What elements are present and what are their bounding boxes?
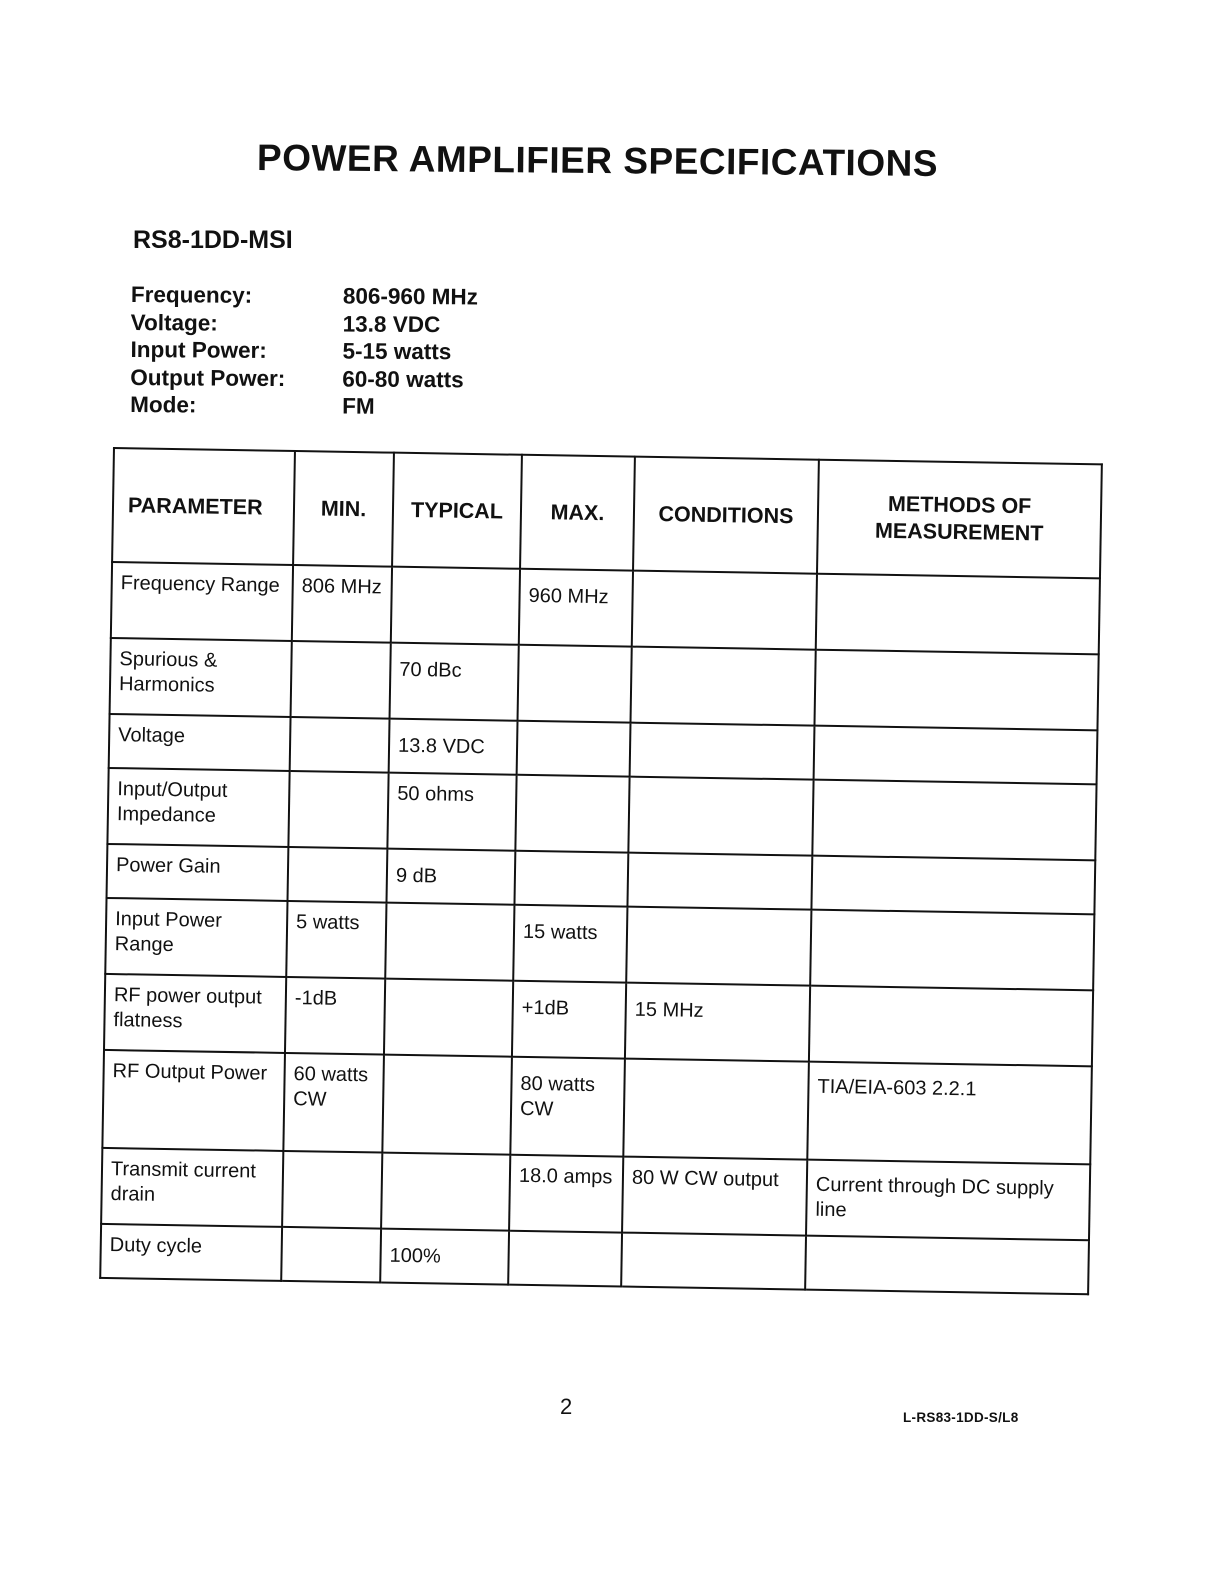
cell-conditions bbox=[628, 777, 813, 856]
cell-max: +1dB bbox=[512, 981, 626, 1059]
cell-min: 806 MHz bbox=[292, 565, 392, 643]
cell-max: 960 MHz bbox=[519, 569, 633, 647]
cell-parameter: RF Output Power bbox=[102, 1050, 285, 1151]
cell-conditions bbox=[632, 571, 817, 650]
cell-max: 80 watts CW bbox=[510, 1057, 625, 1157]
cell-methods: TIA/EIA-603 2.2.1 bbox=[807, 1062, 1092, 1165]
summary-label: Output Power: bbox=[130, 364, 286, 391]
summary-label: Frequency: bbox=[130, 281, 253, 308]
cell-conditions bbox=[623, 1059, 809, 1160]
header-typical: TYPICAL bbox=[392, 453, 522, 569]
cell-typical bbox=[382, 1055, 512, 1155]
cell-min bbox=[282, 1151, 382, 1229]
cell-typical: 13.8 VDC bbox=[389, 719, 518, 775]
cell-typical: 9 dB bbox=[386, 849, 515, 905]
summary-row-input-power bbox=[130, 336, 477, 366]
cell-max bbox=[514, 851, 628, 907]
header-conditions: CONDITIONS bbox=[633, 457, 819, 574]
summary-value: FM bbox=[342, 393, 375, 419]
cell-methods bbox=[810, 910, 1094, 991]
cell-typical bbox=[384, 979, 513, 1057]
cell-min bbox=[287, 847, 387, 903]
cell-conditions bbox=[626, 907, 811, 986]
cell-parameter: Input Power Range bbox=[105, 898, 287, 977]
header-max: MAX. bbox=[520, 455, 635, 571]
cell-conditions bbox=[631, 647, 816, 726]
cell-max bbox=[515, 775, 629, 853]
cell-typical bbox=[381, 1153, 510, 1231]
cell-typical: 70 dBc bbox=[390, 643, 519, 721]
cell-max bbox=[518, 645, 632, 723]
model-number: RS8-1DD-MSI bbox=[133, 226, 293, 254]
cell-methods bbox=[814, 650, 1098, 731]
cell-conditions bbox=[621, 1233, 806, 1290]
summary-value: 806-960 MHz bbox=[342, 283, 479, 310]
cell-parameter: Transmit current drain bbox=[101, 1148, 283, 1227]
cell-methods bbox=[809, 986, 1093, 1067]
summary-row-output-power bbox=[130, 363, 477, 393]
cell-max: 18.0 amps bbox=[509, 1155, 623, 1233]
page-title: POWER AMPLIFIER SPECIFICATIONS bbox=[256, 137, 939, 184]
cell-methods bbox=[805, 1236, 1089, 1295]
spec-table bbox=[99, 447, 1103, 1295]
cell-typical: 50 ohms bbox=[387, 773, 516, 851]
cell-typical bbox=[385, 903, 514, 981]
header-parameter: PARAMETER bbox=[112, 448, 295, 565]
summary-label: Mode: bbox=[130, 391, 197, 418]
cell-typical bbox=[391, 567, 520, 645]
cell-parameter: Duty cycle bbox=[100, 1224, 282, 1281]
cell-methods bbox=[816, 574, 1100, 655]
cell-methods bbox=[811, 856, 1095, 915]
summary-label: Voltage: bbox=[130, 309, 218, 336]
cell-conditions: 80 W CW output bbox=[622, 1157, 807, 1236]
cell-methods bbox=[814, 726, 1098, 785]
header-min: MIN. bbox=[293, 451, 394, 567]
cell-parameter: Spurious & Harmonics bbox=[110, 638, 292, 717]
cell-min: 60 watts CW bbox=[283, 1053, 384, 1153]
cell-min bbox=[291, 641, 391, 719]
cell-min bbox=[288, 771, 388, 849]
cell-typical: 100% bbox=[380, 1229, 509, 1285]
cell-conditions bbox=[627, 853, 812, 910]
cell-parameter: Frequency Range bbox=[111, 562, 293, 641]
table-row bbox=[102, 1050, 1091, 1164]
cell-conditions bbox=[630, 723, 815, 780]
summary-specs bbox=[130, 281, 478, 421]
cell-max: 15 watts bbox=[513, 905, 627, 983]
cell-min bbox=[290, 717, 390, 773]
cell-methods: Current through DC supply line bbox=[806, 1160, 1090, 1241]
cell-conditions: 15 MHz bbox=[625, 983, 810, 1062]
summary-row-frequency bbox=[131, 281, 478, 311]
header-methods: METHODS OF MEASUREMENT bbox=[817, 460, 1102, 579]
cell-parameter: Voltage bbox=[109, 714, 291, 771]
cell-methods bbox=[812, 780, 1096, 861]
page-number: 2 bbox=[560, 1394, 573, 1419]
summary-value: 60-80 watts bbox=[342, 365, 464, 392]
cell-parameter: Power Gain bbox=[107, 844, 289, 901]
cell-parameter: Input/Output Impedance bbox=[107, 768, 289, 847]
cell-min: -1dB bbox=[285, 977, 385, 1055]
summary-row-mode bbox=[130, 391, 477, 421]
summary-value: 5-15 watts bbox=[342, 338, 452, 365]
cell-max bbox=[517, 721, 631, 777]
cell-parameter: RF power output flatness bbox=[104, 974, 286, 1053]
summary-value: 13.8 VDC bbox=[342, 310, 441, 337]
cell-min: 5 watts bbox=[286, 901, 386, 979]
summary-label: Input Power: bbox=[130, 336, 267, 363]
cell-min bbox=[281, 1227, 381, 1283]
table-header-row bbox=[112, 448, 1102, 578]
cell-max bbox=[508, 1231, 622, 1287]
document-code: L-RS83-1DD-S/L8 bbox=[903, 1410, 1019, 1425]
summary-row-voltage bbox=[131, 308, 478, 338]
